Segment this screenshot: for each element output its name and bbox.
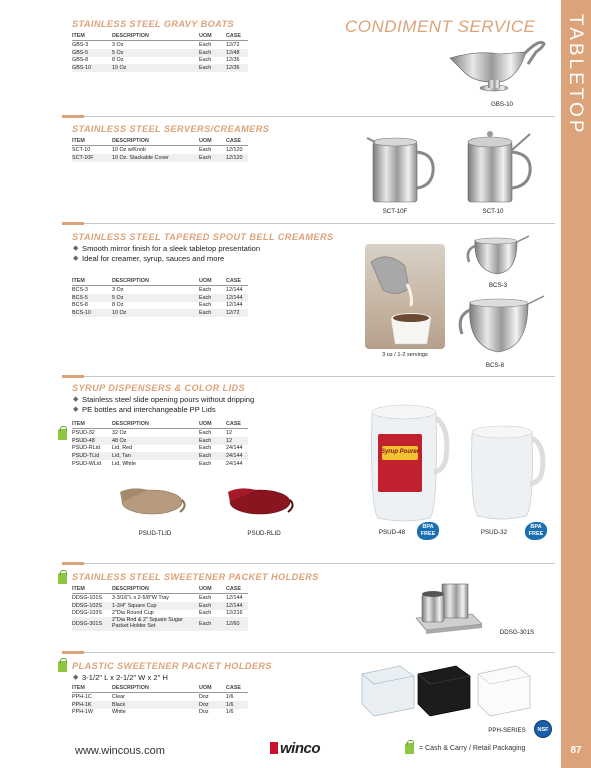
cell-item: DDSG-103S <box>72 610 102 617</box>
feature-list <box>72 244 334 264</box>
legend-text: = Cash & Carry / Retail Packaging <box>419 745 526 752</box>
bullet-diamond-icon: ◆ <box>73 245 79 252</box>
gravy-boat-caption: GBS-10 <box>490 101 513 108</box>
dispenser-psud48-image <box>364 398 450 526</box>
cell-description: 8 Oz <box>112 302 124 309</box>
col-uom: UOM <box>199 586 226 594</box>
feature-item <box>72 405 254 415</box>
cell-item: PPH-1C <box>72 693 92 700</box>
col-description: DESCRIPTION <box>112 278 199 286</box>
section-sweetener <box>72 572 319 631</box>
section-gravy-boats <box>72 19 248 72</box>
col-description: DESCRIPTION <box>112 33 199 41</box>
cell-case: 12/144 <box>226 294 248 302</box>
cell-uom: Each <box>199 309 226 317</box>
cell-uom: Each <box>199 302 212 309</box>
winco-logo <box>270 740 320 757</box>
cell-item: SCT-10F <box>72 154 112 162</box>
plastic-holders-image <box>356 656 546 718</box>
section-title: PLASTIC SWEETENER PACKET HOLDERS <box>72 661 272 671</box>
spec-table <box>72 685 248 716</box>
cell-uom: Each <box>199 154 226 162</box>
cell-description: 3 Oz <box>112 286 124 293</box>
cell-uom: Doz <box>199 701 226 709</box>
cell-case: 12 <box>226 429 232 436</box>
cell-uom: Doz <box>199 709 209 716</box>
col-uom: UOM <box>199 138 226 146</box>
col-description: DESCRIPTION <box>112 685 199 693</box>
table-row <box>72 64 248 72</box>
cell-item: BCS-8 <box>72 302 88 309</box>
table-row <box>72 617 248 630</box>
table-row <box>72 309 248 317</box>
section-title: STAINLESS STEEL SERVERS/CREAMERS <box>72 124 270 134</box>
divider <box>62 563 555 564</box>
cell-description: Clear <box>112 693 125 700</box>
cell-uom: Each <box>199 437 226 445</box>
spec-table <box>72 138 248 162</box>
col-uom: UOM <box>199 421 226 429</box>
cell-case: 12/144 <box>226 594 243 601</box>
pouring-illustration <box>365 244 445 349</box>
cell-case: 24/144 <box>226 461 243 468</box>
cell-item: PSUD-RLid <box>72 445 100 452</box>
section-syrup <box>72 383 254 468</box>
cell-case: 1/6 <box>226 701 248 709</box>
cell-uom: Each <box>199 49 226 57</box>
cell-case: 1/6 <box>226 709 234 716</box>
col-item: ITEM <box>72 421 112 429</box>
cash-carry-cart-icon <box>58 661 67 672</box>
feature-item <box>72 244 334 254</box>
cash-carry-cart-icon <box>58 573 67 584</box>
tan-lid-image <box>118 484 188 524</box>
cell-uom: Each <box>199 445 212 452</box>
col-item: ITEM <box>72 33 112 41</box>
cell-item: DDSG-301S <box>72 617 112 630</box>
col-case: CASE <box>226 138 248 146</box>
table-row <box>72 302 248 310</box>
cell-description: 5 Oz <box>112 294 199 302</box>
bullet-diamond-icon: ◆ <box>73 396 79 403</box>
cell-description: 10 Oz w/Knob <box>112 146 146 153</box>
col-case: CASE <box>226 586 248 594</box>
feature-text: 3-1/2" L x 2-1/2" W x 2" H <box>82 673 168 682</box>
cell-case: 24/144 <box>226 445 243 452</box>
cell-case: 12/120 <box>226 146 243 153</box>
table-row <box>72 294 248 302</box>
cell-description: 2"Dia Rnd & 2" Square Sugar Packet Holder Set <box>112 617 199 630</box>
cell-description: Lid, White <box>112 461 136 468</box>
divider <box>62 116 555 117</box>
col-item: ITEM <box>72 685 112 693</box>
bullet-diamond-icon: ◆ <box>73 674 79 681</box>
creamer-sct10-image <box>458 124 538 208</box>
feature-text: Stainless steel slide opening pours without dripping <box>82 395 255 404</box>
caption-bcs8: BCS-8 <box>485 362 505 369</box>
col-case: CASE <box>226 421 248 429</box>
cell-description: Lid, Tan <box>112 452 199 460</box>
cell-case: 12/120 <box>226 154 248 162</box>
cell-item: BCS-10 <box>72 309 112 317</box>
nsf-badge: NSF <box>534 720 552 738</box>
cell-uom: Doz <box>199 693 209 700</box>
cell-description: 5 Oz <box>112 49 199 57</box>
col-item: ITEM <box>72 278 112 286</box>
section-bell-creamers <box>72 232 334 317</box>
cell-case: 1/6 <box>226 693 234 700</box>
col-description: DESCRIPTION <box>112 586 199 594</box>
col-uom: UOM <box>199 685 226 693</box>
table-row <box>72 41 248 49</box>
cell-description: Black <box>112 701 199 709</box>
cell-description: 10 Oz <box>112 309 199 317</box>
table-row <box>72 602 248 610</box>
cell-item: PPH-1W <box>72 709 93 716</box>
table-row <box>72 452 248 460</box>
bell-creamer-bcs8-image <box>456 294 546 360</box>
logo-text: winco <box>280 740 321 757</box>
cell-description: 2"Dia Round Cup <box>112 610 154 617</box>
caption-ddsg301s: DDSG-301S <box>499 629 535 636</box>
table-row <box>72 594 248 602</box>
cell-uom: Each <box>199 610 212 617</box>
cell-uom: Each <box>199 294 226 302</box>
cash-carry-cart-icon <box>405 743 414 754</box>
table-row <box>72 445 248 453</box>
feature-text: PE bottles and interchangeable PP Lids <box>82 405 216 414</box>
table-row <box>72 701 248 709</box>
cell-description: 3 Oz <box>112 41 124 48</box>
feature-item <box>72 395 254 405</box>
spec-table <box>72 278 248 317</box>
feature-text: Smooth mirror finish for a sleek tabletop presentation <box>82 244 261 253</box>
cell-case: 12/216 <box>226 610 243 617</box>
divider <box>62 652 555 653</box>
cell-uom: Each <box>199 286 212 293</box>
caption-psud32: PSUD-32 <box>480 529 508 536</box>
cell-item: GBS-8 <box>72 57 89 64</box>
page-number: 87 <box>570 745 582 756</box>
cell-uom: Each <box>199 602 226 610</box>
cell-uom: Each <box>199 146 212 153</box>
col-description: DESCRIPTION <box>112 421 199 429</box>
page-title: CONDIMENT SERVICE <box>345 17 536 36</box>
badge-line: BPA <box>530 524 542 530</box>
bpa-free-badge <box>417 522 439 540</box>
col-case: CASE <box>226 278 248 286</box>
feature-text: Ideal for creamer, syrup, sauces and more <box>82 254 225 263</box>
col-case: CASE <box>226 33 248 41</box>
section-title: SYRUP DISPENSERS & COLOR LIDS <box>72 383 246 393</box>
cell-item: DDSG-102S <box>72 602 112 610</box>
cell-uom: Each <box>199 41 212 48</box>
cell-case: 12/144 <box>226 602 248 610</box>
gravy-boat-image <box>448 30 548 100</box>
table-row <box>72 610 248 618</box>
footer-url[interactable]: www.wincous.com <box>75 745 165 757</box>
col-description: DESCRIPTION <box>112 138 199 146</box>
cell-description: 3-3/16"L x 2-5/8"W Tray <box>112 594 169 601</box>
red-lid-image <box>226 484 296 524</box>
cell-description: White <box>112 709 126 716</box>
cell-item: GBS-10 <box>72 64 112 72</box>
cell-case: 12/36 <box>226 64 248 72</box>
table-row <box>72 460 248 468</box>
cell-item: PSUD-32 <box>72 429 95 436</box>
cell-case: 12/72 <box>226 309 248 317</box>
cell-case: 12/144 <box>226 302 243 309</box>
table-row <box>72 709 248 717</box>
table-row <box>72 49 248 57</box>
badge-line: FREE <box>528 530 544 537</box>
pouring-photo <box>365 244 445 349</box>
cell-item: BCS-3 <box>72 286 88 293</box>
caption-tan-lid: PSUD-TLID <box>138 530 172 537</box>
table-row <box>72 146 248 154</box>
cell-uom: Each <box>199 57 212 64</box>
side-tab-label: TABLETOP <box>565 14 586 136</box>
sweetener-holder-set-image <box>412 578 484 642</box>
section-title: STAINLESS STEEL SWEETENER PACKET HOLDERS <box>72 572 319 582</box>
cell-description: 48 Oz <box>112 437 199 445</box>
cell-item: GBS-5 <box>72 49 112 57</box>
cell-case: 12/60 <box>226 617 248 630</box>
cell-description: 8 Oz <box>112 57 124 64</box>
dispenser-psud32-image <box>464 420 548 524</box>
badge-line: FREE <box>420 530 436 537</box>
bullet-diamond-icon: ◆ <box>73 255 79 262</box>
table-row <box>72 286 248 294</box>
cell-case: 12 <box>226 437 248 445</box>
cell-uom: Each <box>199 617 226 630</box>
cell-item: PPH-1K <box>72 701 112 709</box>
caption-red-lid: PSUD-RLID <box>247 530 281 537</box>
table-row <box>72 693 248 701</box>
section-plastic <box>72 661 272 716</box>
feature-item <box>72 254 334 264</box>
col-uom: UOM <box>199 278 226 286</box>
bullet-diamond-icon: ◆ <box>73 406 79 413</box>
section-servers <box>72 124 269 162</box>
cell-item: PSUD-WLid <box>72 461 102 468</box>
cell-uom: Each <box>199 461 212 468</box>
badge-line: BPA <box>422 524 434 530</box>
spec-table <box>72 421 248 468</box>
col-item: ITEM <box>72 586 112 594</box>
cell-description: Lid, Red <box>112 445 133 452</box>
table-row <box>72 154 248 162</box>
cell-case: 12/48 <box>226 49 248 57</box>
cell-description: 1-3/4" Square Cup <box>112 602 199 610</box>
feature-list <box>72 673 272 683</box>
divider <box>62 376 555 377</box>
cell-uom: Each <box>199 429 212 436</box>
caption-pph-series: PPH-SERIES <box>488 727 526 734</box>
creamer-sct10f-image <box>365 128 440 208</box>
cell-description: 32 Oz <box>112 429 127 436</box>
cell-case: 12/144 <box>226 286 243 293</box>
cell-item: GBS-3 <box>72 41 89 48</box>
cell-description: 10 Oz <box>112 64 199 72</box>
table-row <box>72 437 248 445</box>
cell-item: PSUD-TLid <box>72 452 112 460</box>
caption-sct10: SCT-10 <box>482 208 504 215</box>
col-uom: UOM <box>199 33 226 41</box>
feature-item <box>72 673 272 683</box>
cell-case: 24/144 <box>226 452 248 460</box>
table-row <box>72 57 248 65</box>
cell-description: 10 Oz. Stackable Cover <box>112 154 199 162</box>
feature-list <box>72 395 254 415</box>
cell-case: 12/36 <box>226 57 240 64</box>
cell-item: BCS-5 <box>72 294 112 302</box>
caption-psud48: PSUD-48 <box>378 529 406 536</box>
bpa-free-badge <box>525 522 547 540</box>
divider <box>62 223 555 224</box>
cell-item: DDSG-101S <box>72 594 102 601</box>
caption-sct10f: SCT-10F <box>382 208 408 215</box>
cell-item: PSUD-48 <box>72 437 112 445</box>
section-title: STAINLESS STEEL GRAVY BOATS <box>72 19 235 29</box>
cash-carry-cart-icon <box>58 429 67 440</box>
cell-uom: Each <box>199 64 226 72</box>
photo-caption: 3 oz / 1-2 servings <box>382 352 428 358</box>
bell-creamer-bcs3-image <box>463 232 533 282</box>
cell-item: SCT-10 <box>72 146 91 153</box>
cell-case: 12/72 <box>226 41 240 48</box>
spec-table <box>72 586 248 631</box>
col-case: CASE <box>226 685 248 693</box>
caption-bcs3: BCS-3 <box>488 282 508 289</box>
side-tab <box>561 0 591 768</box>
syrup-label-text: Syrup Pourer <box>380 449 419 455</box>
table-row <box>72 429 248 437</box>
cell-uom: Each <box>199 594 212 601</box>
spec-table <box>72 33 248 72</box>
col-item: ITEM <box>72 138 112 146</box>
cell-uom: Each <box>199 452 226 460</box>
section-title: STAINLESS STEEL TAPERED SPOUT BELL CREAMERS <box>72 232 334 242</box>
